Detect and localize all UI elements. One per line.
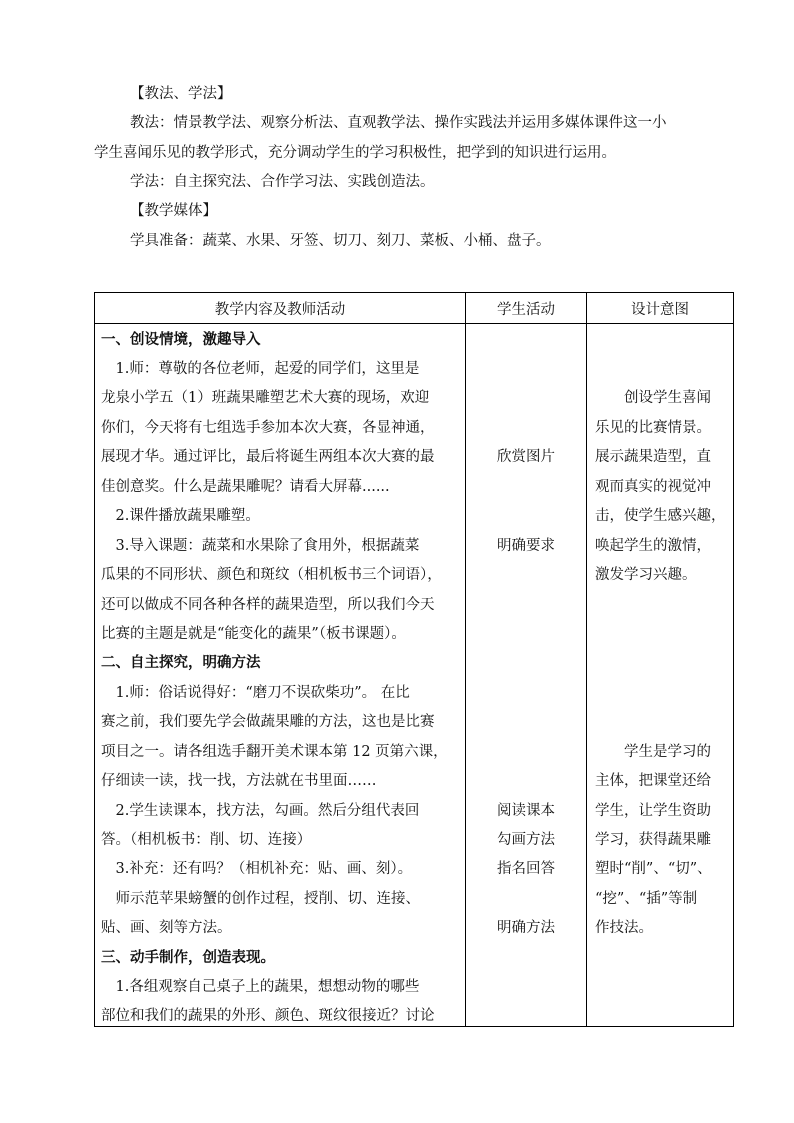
- teacher-line: 你们，今天将有七组选手参加本次大赛，各显神通，: [101, 420, 435, 436]
- intent-line: 作技法。: [595, 920, 653, 936]
- table-header-row: [95, 293, 734, 324]
- teacher-activity-cell: [95, 324, 466, 1027]
- intent-line: 乐见的比赛情景。: [595, 420, 711, 436]
- teacher-line: 1.师：尊敬的各位老师，起爱的同学们，这里是: [101, 361, 420, 377]
- teacher-line: 2.学生读课本，找方法，勾画。然后分组代表回: [101, 803, 420, 819]
- media-heading: 【教学媒体】: [130, 203, 217, 219]
- table-body-row: [95, 324, 734, 1027]
- intent-line: 学习，获得蔬果雕: [595, 832, 711, 848]
- intent-line: “挖”、“插”等制: [595, 891, 698, 907]
- learn-method: 学法：自主探究法、合作学习法、实践创造法。: [130, 174, 435, 190]
- teacher-line: 师示范苹果螃蟹的创作过程，授削、切、连接、: [101, 891, 420, 907]
- header-student-activity: 学生活动: [466, 293, 587, 324]
- student-activity: 明确要求: [497, 538, 555, 554]
- intent-line: 塑时“削”、“切”、: [595, 861, 712, 877]
- teacher-line: 龙泉小学五（1）班蔬果雕塑艺术大赛的现场，欢迎: [101, 390, 430, 406]
- teacher-line: 贴、画、刻等方法。: [101, 920, 232, 936]
- teach-method-line-2: 学生喜闻乐见的教学形式，充分调动学生的学习积极性，把学到的知识进行运用。: [94, 145, 616, 161]
- teacher-line: 项目之一。请各组选手翻开美术课本第 12 页第六课，: [101, 744, 448, 760]
- intent-line: 创设学生喜闻: [595, 390, 711, 406]
- teacher-line: 展现才华。通过评比，最后将诞生两组本次大赛的最: [101, 449, 435, 465]
- teacher-line: 答。（相机板书：削、切、连接）: [101, 832, 312, 848]
- method-heading: 【教法、学法】: [130, 86, 232, 102]
- teacher-line: 瓜果的不同形状、颜色和斑纹（相机板书三个词语），: [101, 567, 442, 583]
- intent-line: 学生是学习的: [595, 744, 711, 760]
- section-heading-3: 三、动手制作，创造表现。: [101, 949, 275, 966]
- teach-method-line-1: 教法：情景教学法、观察分析法、直观教学法、操作实践法并运用多媒体课件这一小: [130, 115, 667, 131]
- lesson-plan-table: [94, 292, 734, 1027]
- teacher-line: 赛之前，我们要先学会做蔬果雕的方法，这也是比赛: [101, 714, 435, 730]
- teacher-line: 2.课件播放蔬果雕塑。: [101, 508, 260, 524]
- header-teacher-activity: 教学内容及教师活动: [95, 293, 466, 324]
- intent-line: 唤起学生的激情，: [595, 538, 711, 554]
- teacher-line: 还可以做成不同各种各样的蔬果造型，所以我们今天: [101, 597, 435, 613]
- teacher-line: 1.各组观察自己桌子上的蔬果，想想动物的哪些: [101, 979, 420, 995]
- teacher-line: 比赛的主题是就是“能变化的蔬果”（板书课题）。: [101, 626, 406, 642]
- section-heading-1: 一、创设情境，激趣导入: [101, 331, 261, 348]
- teacher-line: 佳创意奖。什么是蔬果雕呢？请看大屏幕......: [101, 479, 390, 495]
- intent-line: 学生，让学生资助: [595, 803, 711, 819]
- media-list: 学具准备：蔬菜、水果、牙签、切刀、刻刀、菜板、小桶、盘子。: [130, 233, 551, 249]
- teacher-line: 1.师：俗话说得好：“磨刀不误砍柴功”。 在比: [101, 685, 410, 701]
- header-design-intent: 设计意图: [587, 293, 734, 324]
- teacher-line: 仔细读一读，找一找，方法就在书里面……: [101, 773, 377, 789]
- student-activity: 阅读课本: [497, 803, 555, 819]
- student-activity: 明确方法: [497, 920, 555, 936]
- student-activity: 指名回答: [497, 861, 555, 877]
- section-heading-2: 二、自主探究，明确方法: [101, 654, 261, 671]
- intent-line: 观而真实的视觉冲: [595, 479, 711, 495]
- design-intent-cell: [587, 324, 734, 1027]
- intent-line: 主体，把课堂还给: [595, 773, 711, 789]
- student-activity-cell: [466, 324, 587, 1027]
- student-activity: 勾画方法: [497, 832, 555, 848]
- student-activity: 欣赏图片: [497, 449, 555, 465]
- intent-line: 激发学习兴趣。: [595, 567, 697, 583]
- teacher-line: 3.导入课题：蔬菜和水果除了食用外，根据蔬菜: [101, 538, 420, 554]
- intent-line: 展示蔬果造型，直: [595, 449, 711, 465]
- intent-line: 击，使学生感兴趣，: [595, 508, 726, 524]
- teacher-line: 3.补充：还有吗？（相机补充：贴、画、刻）。: [101, 861, 413, 877]
- teacher-line: 部位和我们的蔬果的外形、颜色、斑纹很接近？讨论: [101, 1008, 435, 1024]
